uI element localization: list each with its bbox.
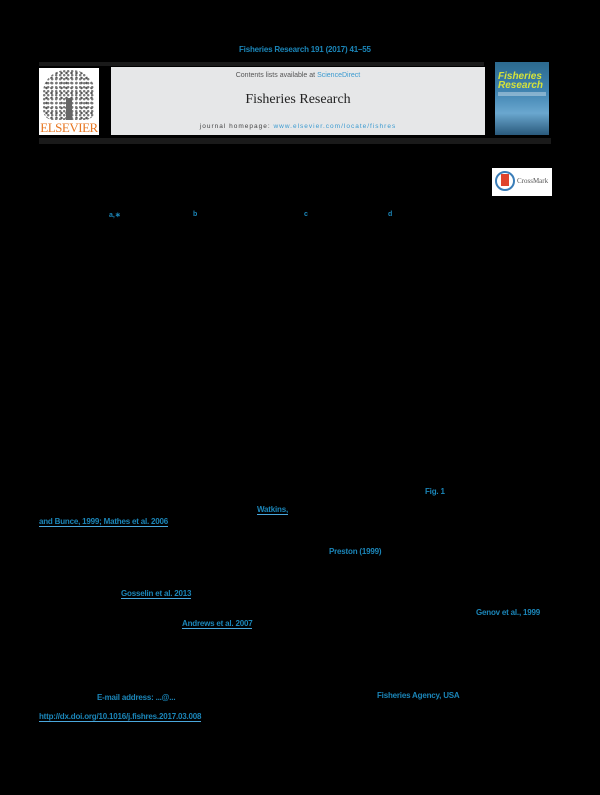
contents-line (111, 72, 485, 79)
cover-subtitle (498, 92, 546, 96)
reference-link-bunce-mathes[interactable]: and Bunce, 1999; Mathes et al. 2006 (39, 517, 169, 526)
email-link[interactable]: E-mail address: ...@... (97, 693, 176, 702)
crossmark-bookmark-icon (501, 174, 509, 186)
affiliation-marker-d[interactable]: d (388, 211, 393, 218)
affiliation-marker-a[interactable]: a,∗ (109, 212, 121, 219)
journal-title: Fisheries Research (245, 92, 351, 107)
doi-link[interactable]: http://dx.doi.org/10.1016/j.fishres.2017.03.008 (39, 712, 202, 721)
homepage-url-link[interactable]: www.elsevier.com/locate/fishres (273, 123, 397, 130)
reference-link-genov[interactable]: Genov et al., 1999 (476, 608, 540, 617)
agency-link[interactable]: Fisheries Agency, USA (377, 691, 460, 700)
affiliation-marker-b[interactable]: b (193, 211, 198, 218)
cover-title: Fisheries Research (498, 71, 544, 91)
figure-1-link[interactable]: Fig. 1 (425, 487, 445, 496)
tree-trunk (66, 98, 72, 120)
affiliation-marker-c[interactable]: c (304, 211, 308, 218)
crossmark-button[interactable] (492, 168, 552, 196)
header-top-rule (39, 62, 484, 66)
reference-link-preston[interactable]: Preston (1999) (329, 547, 382, 556)
elsevier-wordmark: ELSEVIER (40, 120, 98, 135)
reference-link-andrews[interactable]: Andrews et al. 2007 (182, 619, 253, 628)
homepage-line (111, 123, 485, 130)
sciencedirect-link[interactable]: ScienceDirect (317, 72, 361, 79)
journal-cover-image[interactable] (495, 62, 549, 135)
header-bottom-rule (39, 138, 551, 144)
homepage-prefix: journal homepage: (199, 123, 274, 130)
journal-banner (111, 67, 485, 135)
crossmark-label: CrossMark (517, 177, 549, 185)
contents-prefix: Contents lists available at (235, 72, 318, 79)
journal-citation-link[interactable]: Fisheries Research 191 (2017) 41–55 (239, 45, 371, 54)
reference-link-gosselin[interactable]: Gosselin et al. 2013 (121, 589, 192, 598)
elsevier-logo[interactable] (39, 68, 99, 135)
reference-link-watkins[interactable]: Watkins, (257, 505, 288, 514)
